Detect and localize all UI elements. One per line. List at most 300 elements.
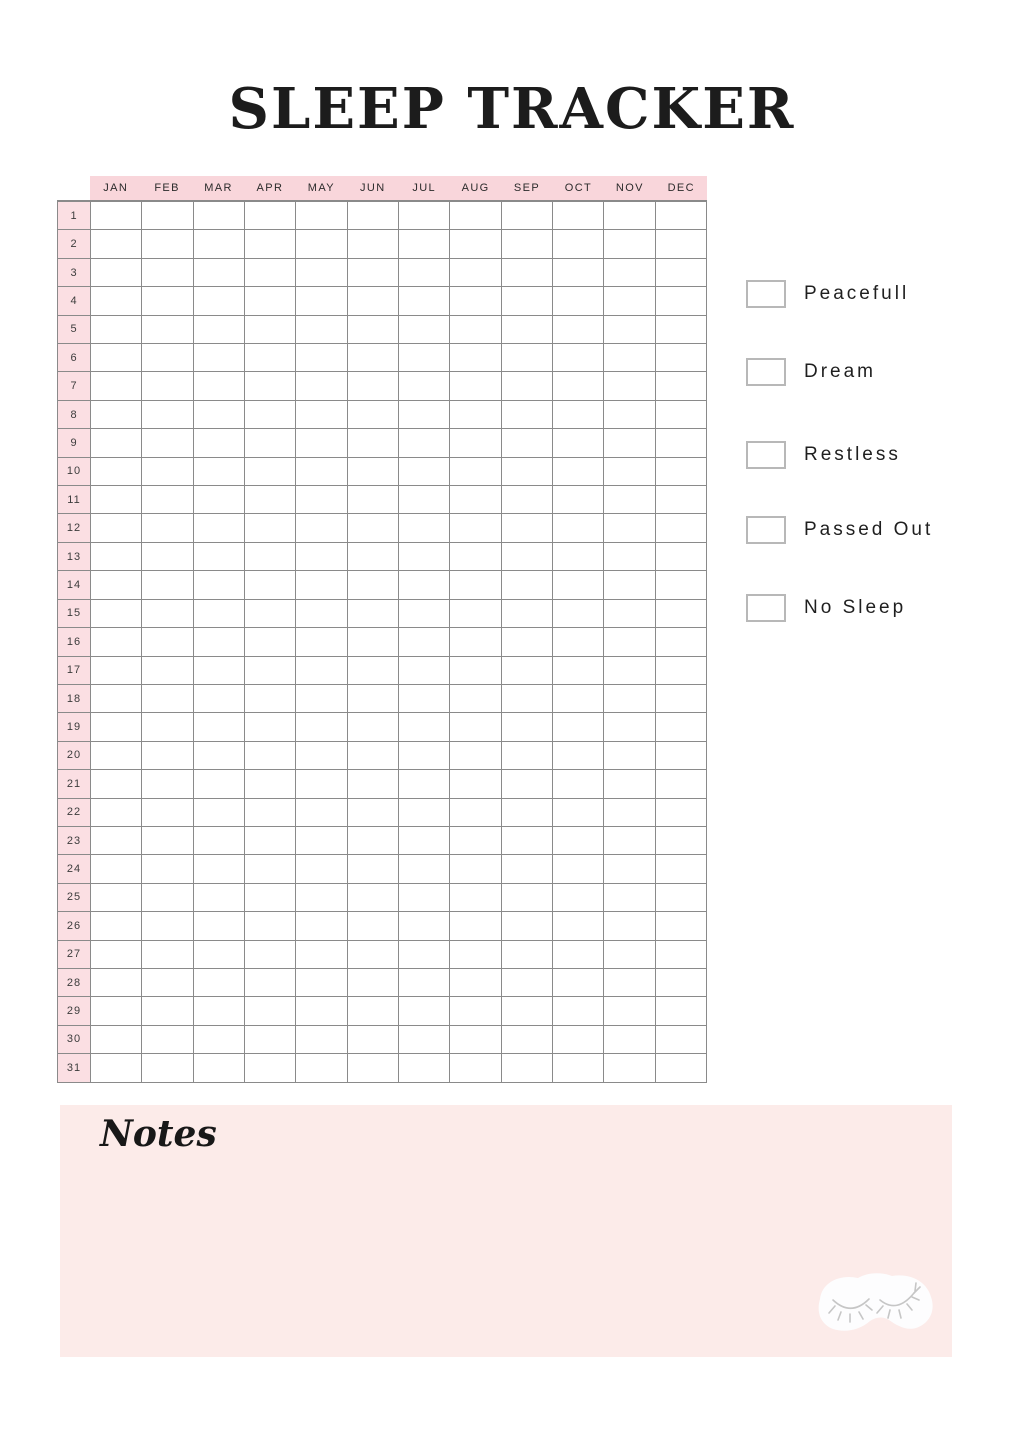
cell-apr-28[interactable] [245, 969, 296, 997]
cell-may-18[interactable] [296, 685, 347, 713]
cell-sep-6[interactable] [502, 344, 553, 372]
cell-apr-19[interactable] [245, 713, 296, 741]
cell-sep-22[interactable] [502, 799, 553, 827]
cell-feb-20[interactable] [142, 742, 193, 770]
cell-aug-14[interactable] [450, 571, 501, 599]
cell-sep-2[interactable] [502, 230, 553, 258]
cell-feb-13[interactable] [142, 543, 193, 571]
cell-sep-20[interactable] [502, 742, 553, 770]
cell-jul-13[interactable] [399, 543, 450, 571]
cell-feb-27[interactable] [142, 941, 193, 969]
cell-dec-18[interactable] [656, 685, 707, 713]
cell-dec-20[interactable] [656, 742, 707, 770]
cell-jul-9[interactable] [399, 429, 450, 457]
cell-jul-22[interactable] [399, 799, 450, 827]
cell-nov-10[interactable] [604, 458, 655, 486]
cell-may-4[interactable] [296, 287, 347, 315]
cell-aug-19[interactable] [450, 713, 501, 741]
cell-dec-26[interactable] [656, 912, 707, 940]
cell-apr-27[interactable] [245, 941, 296, 969]
cell-nov-20[interactable] [604, 742, 655, 770]
cell-aug-24[interactable] [450, 855, 501, 883]
cell-mar-9[interactable] [194, 429, 245, 457]
cell-jul-8[interactable] [399, 401, 450, 429]
cell-jun-5[interactable] [348, 316, 399, 344]
cell-aug-4[interactable] [450, 287, 501, 315]
cell-nov-5[interactable] [604, 316, 655, 344]
cell-sep-5[interactable] [502, 316, 553, 344]
notes-section[interactable] [60, 1105, 952, 1357]
cell-oct-9[interactable] [553, 429, 604, 457]
cell-apr-9[interactable] [245, 429, 296, 457]
cell-jul-19[interactable] [399, 713, 450, 741]
cell-oct-25[interactable] [553, 884, 604, 912]
cell-feb-28[interactable] [142, 969, 193, 997]
cell-nov-17[interactable] [604, 657, 655, 685]
cell-may-28[interactable] [296, 969, 347, 997]
cell-aug-10[interactable] [450, 458, 501, 486]
cell-jan-11[interactable] [91, 486, 142, 514]
cell-nov-12[interactable] [604, 514, 655, 542]
cell-dec-19[interactable] [656, 713, 707, 741]
dream-checkbox[interactable] [746, 358, 786, 386]
cell-aug-23[interactable] [450, 827, 501, 855]
cell-apr-7[interactable] [245, 372, 296, 400]
cell-nov-28[interactable] [604, 969, 655, 997]
cell-feb-23[interactable] [142, 827, 193, 855]
cell-nov-3[interactable] [604, 259, 655, 287]
cell-aug-9[interactable] [450, 429, 501, 457]
cell-jun-26[interactable] [348, 912, 399, 940]
cell-feb-24[interactable] [142, 855, 193, 883]
cell-oct-11[interactable] [553, 486, 604, 514]
cell-nov-7[interactable] [604, 372, 655, 400]
cell-jul-15[interactable] [399, 600, 450, 628]
cell-jan-24[interactable] [91, 855, 142, 883]
cell-may-15[interactable] [296, 600, 347, 628]
cell-mar-16[interactable] [194, 628, 245, 656]
cell-apr-26[interactable] [245, 912, 296, 940]
cell-jul-17[interactable] [399, 657, 450, 685]
cell-may-29[interactable] [296, 997, 347, 1025]
cell-dec-25[interactable] [656, 884, 707, 912]
cell-nov-4[interactable] [604, 287, 655, 315]
cell-jan-22[interactable] [91, 799, 142, 827]
cell-dec-27[interactable] [656, 941, 707, 969]
cell-oct-8[interactable] [553, 401, 604, 429]
cell-apr-3[interactable] [245, 259, 296, 287]
cell-may-24[interactable] [296, 855, 347, 883]
cell-may-20[interactable] [296, 742, 347, 770]
cell-may-14[interactable] [296, 571, 347, 599]
cell-nov-8[interactable] [604, 401, 655, 429]
cell-sep-21[interactable] [502, 770, 553, 798]
cell-jun-3[interactable] [348, 259, 399, 287]
cell-jun-7[interactable] [348, 372, 399, 400]
cell-jan-30[interactable] [91, 1026, 142, 1054]
cell-jul-14[interactable] [399, 571, 450, 599]
cell-dec-28[interactable] [656, 969, 707, 997]
cell-jul-21[interactable] [399, 770, 450, 798]
cell-oct-17[interactable] [553, 657, 604, 685]
cell-sep-23[interactable] [502, 827, 553, 855]
cell-feb-31[interactable] [142, 1054, 193, 1082]
cell-may-19[interactable] [296, 713, 347, 741]
cell-may-26[interactable] [296, 912, 347, 940]
cell-apr-30[interactable] [245, 1026, 296, 1054]
cell-nov-23[interactable] [604, 827, 655, 855]
restless-checkbox[interactable] [746, 441, 786, 469]
cell-feb-18[interactable] [142, 685, 193, 713]
cell-aug-17[interactable] [450, 657, 501, 685]
cell-mar-25[interactable] [194, 884, 245, 912]
cell-jan-15[interactable] [91, 600, 142, 628]
cell-nov-2[interactable] [604, 230, 655, 258]
cell-jan-28[interactable] [91, 969, 142, 997]
cell-feb-21[interactable] [142, 770, 193, 798]
cell-dec-30[interactable] [656, 1026, 707, 1054]
cell-jul-27[interactable] [399, 941, 450, 969]
cell-oct-20[interactable] [553, 742, 604, 770]
cell-dec-17[interactable] [656, 657, 707, 685]
cell-mar-26[interactable] [194, 912, 245, 940]
cell-oct-7[interactable] [553, 372, 604, 400]
cell-jun-19[interactable] [348, 713, 399, 741]
cell-mar-12[interactable] [194, 514, 245, 542]
cell-feb-26[interactable] [142, 912, 193, 940]
cell-jun-1[interactable] [348, 202, 399, 230]
cell-sep-30[interactable] [502, 1026, 553, 1054]
cell-aug-25[interactable] [450, 884, 501, 912]
cell-jan-9[interactable] [91, 429, 142, 457]
cell-may-13[interactable] [296, 543, 347, 571]
cell-apr-11[interactable] [245, 486, 296, 514]
cell-oct-22[interactable] [553, 799, 604, 827]
cell-feb-9[interactable] [142, 429, 193, 457]
cell-sep-4[interactable] [502, 287, 553, 315]
cell-jul-10[interactable] [399, 458, 450, 486]
cell-jun-13[interactable] [348, 543, 399, 571]
cell-nov-21[interactable] [604, 770, 655, 798]
cell-jun-12[interactable] [348, 514, 399, 542]
cell-nov-31[interactable] [604, 1054, 655, 1082]
cell-apr-21[interactable] [245, 770, 296, 798]
cell-jul-5[interactable] [399, 316, 450, 344]
cell-jan-18[interactable] [91, 685, 142, 713]
cell-may-10[interactable] [296, 458, 347, 486]
cell-sep-3[interactable] [502, 259, 553, 287]
cell-aug-20[interactable] [450, 742, 501, 770]
cell-jul-24[interactable] [399, 855, 450, 883]
cell-nov-25[interactable] [604, 884, 655, 912]
no-sleep-checkbox[interactable] [746, 594, 786, 622]
cell-mar-4[interactable] [194, 287, 245, 315]
cell-jan-3[interactable] [91, 259, 142, 287]
cell-jun-28[interactable] [348, 969, 399, 997]
cell-oct-28[interactable] [553, 969, 604, 997]
cell-jun-30[interactable] [348, 1026, 399, 1054]
cell-may-27[interactable] [296, 941, 347, 969]
cell-jan-17[interactable] [91, 657, 142, 685]
cell-jan-29[interactable] [91, 997, 142, 1025]
cell-aug-3[interactable] [450, 259, 501, 287]
cell-feb-10[interactable] [142, 458, 193, 486]
cell-may-31[interactable] [296, 1054, 347, 1082]
cell-jun-10[interactable] [348, 458, 399, 486]
cell-jul-26[interactable] [399, 912, 450, 940]
cell-aug-12[interactable] [450, 514, 501, 542]
cell-apr-18[interactable] [245, 685, 296, 713]
cell-apr-12[interactable] [245, 514, 296, 542]
cell-aug-8[interactable] [450, 401, 501, 429]
cell-oct-26[interactable] [553, 912, 604, 940]
cell-sep-9[interactable] [502, 429, 553, 457]
cell-feb-30[interactable] [142, 1026, 193, 1054]
cell-nov-29[interactable] [604, 997, 655, 1025]
cell-jul-1[interactable] [399, 202, 450, 230]
cell-aug-15[interactable] [450, 600, 501, 628]
cell-mar-27[interactable] [194, 941, 245, 969]
cell-dec-15[interactable] [656, 600, 707, 628]
cell-jul-25[interactable] [399, 884, 450, 912]
cell-oct-3[interactable] [553, 259, 604, 287]
cell-oct-23[interactable] [553, 827, 604, 855]
cell-jul-30[interactable] [399, 1026, 450, 1054]
cell-jul-29[interactable] [399, 997, 450, 1025]
cell-jul-11[interactable] [399, 486, 450, 514]
cell-may-1[interactable] [296, 202, 347, 230]
cell-mar-8[interactable] [194, 401, 245, 429]
cell-jun-6[interactable] [348, 344, 399, 372]
cell-dec-1[interactable] [656, 202, 707, 230]
cell-aug-16[interactable] [450, 628, 501, 656]
cell-nov-19[interactable] [604, 713, 655, 741]
cell-feb-25[interactable] [142, 884, 193, 912]
cell-sep-26[interactable] [502, 912, 553, 940]
cell-jan-10[interactable] [91, 458, 142, 486]
cell-aug-2[interactable] [450, 230, 501, 258]
cell-mar-24[interactable] [194, 855, 245, 883]
cell-jun-21[interactable] [348, 770, 399, 798]
cell-sep-7[interactable] [502, 372, 553, 400]
cell-oct-21[interactable] [553, 770, 604, 798]
cell-nov-27[interactable] [604, 941, 655, 969]
cell-jun-20[interactable] [348, 742, 399, 770]
cell-feb-8[interactable] [142, 401, 193, 429]
cell-aug-30[interactable] [450, 1026, 501, 1054]
cell-aug-18[interactable] [450, 685, 501, 713]
cell-jul-28[interactable] [399, 969, 450, 997]
cell-jan-31[interactable] [91, 1054, 142, 1082]
cell-aug-29[interactable] [450, 997, 501, 1025]
cell-dec-21[interactable] [656, 770, 707, 798]
cell-sep-11[interactable] [502, 486, 553, 514]
cell-feb-1[interactable] [142, 202, 193, 230]
cell-apr-29[interactable] [245, 997, 296, 1025]
cell-jun-15[interactable] [348, 600, 399, 628]
cell-mar-6[interactable] [194, 344, 245, 372]
cell-apr-5[interactable] [245, 316, 296, 344]
cell-nov-6[interactable] [604, 344, 655, 372]
cell-mar-1[interactable] [194, 202, 245, 230]
cell-oct-19[interactable] [553, 713, 604, 741]
cell-feb-22[interactable] [142, 799, 193, 827]
cell-mar-17[interactable] [194, 657, 245, 685]
cell-sep-25[interactable] [502, 884, 553, 912]
cell-sep-24[interactable] [502, 855, 553, 883]
cell-feb-15[interactable] [142, 600, 193, 628]
cell-dec-11[interactable] [656, 486, 707, 514]
cell-mar-29[interactable] [194, 997, 245, 1025]
cell-jun-31[interactable] [348, 1054, 399, 1082]
cell-jun-25[interactable] [348, 884, 399, 912]
cell-oct-14[interactable] [553, 571, 604, 599]
cell-oct-15[interactable] [553, 600, 604, 628]
cell-nov-11[interactable] [604, 486, 655, 514]
cell-apr-10[interactable] [245, 458, 296, 486]
cell-oct-12[interactable] [553, 514, 604, 542]
cell-jun-9[interactable] [348, 429, 399, 457]
cell-sep-1[interactable] [502, 202, 553, 230]
cell-sep-15[interactable] [502, 600, 553, 628]
cell-apr-25[interactable] [245, 884, 296, 912]
cell-apr-6[interactable] [245, 344, 296, 372]
cell-aug-13[interactable] [450, 543, 501, 571]
cell-may-8[interactable] [296, 401, 347, 429]
cell-dec-29[interactable] [656, 997, 707, 1025]
cell-aug-1[interactable] [450, 202, 501, 230]
cell-may-21[interactable] [296, 770, 347, 798]
cell-sep-31[interactable] [502, 1054, 553, 1082]
cell-nov-30[interactable] [604, 1026, 655, 1054]
cell-jan-4[interactable] [91, 287, 142, 315]
cell-jul-18[interactable] [399, 685, 450, 713]
cell-oct-2[interactable] [553, 230, 604, 258]
cell-feb-29[interactable] [142, 997, 193, 1025]
cell-dec-6[interactable] [656, 344, 707, 372]
cell-jun-14[interactable] [348, 571, 399, 599]
cell-dec-5[interactable] [656, 316, 707, 344]
cell-mar-15[interactable] [194, 600, 245, 628]
cell-may-16[interactable] [296, 628, 347, 656]
cell-jun-4[interactable] [348, 287, 399, 315]
cell-jul-4[interactable] [399, 287, 450, 315]
cell-jul-2[interactable] [399, 230, 450, 258]
cell-jan-7[interactable] [91, 372, 142, 400]
cell-jun-17[interactable] [348, 657, 399, 685]
cell-jan-19[interactable] [91, 713, 142, 741]
cell-mar-20[interactable] [194, 742, 245, 770]
cell-sep-12[interactable] [502, 514, 553, 542]
cell-oct-6[interactable] [553, 344, 604, 372]
cell-jan-14[interactable] [91, 571, 142, 599]
cell-jan-26[interactable] [91, 912, 142, 940]
cell-apr-15[interactable] [245, 600, 296, 628]
cell-jul-31[interactable] [399, 1054, 450, 1082]
cell-may-6[interactable] [296, 344, 347, 372]
cell-jan-1[interactable] [91, 202, 142, 230]
cell-mar-14[interactable] [194, 571, 245, 599]
cell-apr-23[interactable] [245, 827, 296, 855]
cell-jun-18[interactable] [348, 685, 399, 713]
cell-oct-1[interactable] [553, 202, 604, 230]
cell-may-7[interactable] [296, 372, 347, 400]
cell-feb-4[interactable] [142, 287, 193, 315]
cell-jul-6[interactable] [399, 344, 450, 372]
cell-mar-30[interactable] [194, 1026, 245, 1054]
cell-sep-18[interactable] [502, 685, 553, 713]
cell-apr-17[interactable] [245, 657, 296, 685]
cell-oct-10[interactable] [553, 458, 604, 486]
cell-oct-24[interactable] [553, 855, 604, 883]
cell-jul-20[interactable] [399, 742, 450, 770]
cell-feb-17[interactable] [142, 657, 193, 685]
cell-feb-7[interactable] [142, 372, 193, 400]
cell-aug-5[interactable] [450, 316, 501, 344]
cell-sep-8[interactable] [502, 401, 553, 429]
cell-oct-4[interactable] [553, 287, 604, 315]
cell-mar-23[interactable] [194, 827, 245, 855]
cell-sep-16[interactable] [502, 628, 553, 656]
cell-mar-3[interactable] [194, 259, 245, 287]
cell-jul-16[interactable] [399, 628, 450, 656]
cell-jul-23[interactable] [399, 827, 450, 855]
cell-sep-29[interactable] [502, 997, 553, 1025]
cell-nov-13[interactable] [604, 543, 655, 571]
cell-feb-3[interactable] [142, 259, 193, 287]
cell-mar-7[interactable] [194, 372, 245, 400]
cell-dec-24[interactable] [656, 855, 707, 883]
cell-nov-26[interactable] [604, 912, 655, 940]
cell-mar-2[interactable] [194, 230, 245, 258]
cell-aug-26[interactable] [450, 912, 501, 940]
cell-jan-21[interactable] [91, 770, 142, 798]
cell-dec-3[interactable] [656, 259, 707, 287]
cell-jul-3[interactable] [399, 259, 450, 287]
cell-feb-19[interactable] [142, 713, 193, 741]
cell-apr-20[interactable] [245, 742, 296, 770]
cell-dec-9[interactable] [656, 429, 707, 457]
cell-apr-14[interactable] [245, 571, 296, 599]
cell-sep-14[interactable] [502, 571, 553, 599]
cell-apr-4[interactable] [245, 287, 296, 315]
cell-mar-18[interactable] [194, 685, 245, 713]
cell-mar-21[interactable] [194, 770, 245, 798]
cell-jan-6[interactable] [91, 344, 142, 372]
cell-aug-7[interactable] [450, 372, 501, 400]
cell-sep-28[interactable] [502, 969, 553, 997]
cell-jun-16[interactable] [348, 628, 399, 656]
cell-apr-1[interactable] [245, 202, 296, 230]
cell-jan-25[interactable] [91, 884, 142, 912]
cell-may-2[interactable] [296, 230, 347, 258]
cell-oct-5[interactable] [553, 316, 604, 344]
cell-mar-19[interactable] [194, 713, 245, 741]
cell-aug-31[interactable] [450, 1054, 501, 1082]
cell-nov-16[interactable] [604, 628, 655, 656]
cell-jun-29[interactable] [348, 997, 399, 1025]
cell-may-9[interactable] [296, 429, 347, 457]
cell-mar-11[interactable] [194, 486, 245, 514]
cell-nov-15[interactable] [604, 600, 655, 628]
cell-aug-22[interactable] [450, 799, 501, 827]
cell-mar-5[interactable] [194, 316, 245, 344]
cell-dec-16[interactable] [656, 628, 707, 656]
cell-apr-8[interactable] [245, 401, 296, 429]
cell-jun-27[interactable] [348, 941, 399, 969]
cell-dec-12[interactable] [656, 514, 707, 542]
cell-may-23[interactable] [296, 827, 347, 855]
